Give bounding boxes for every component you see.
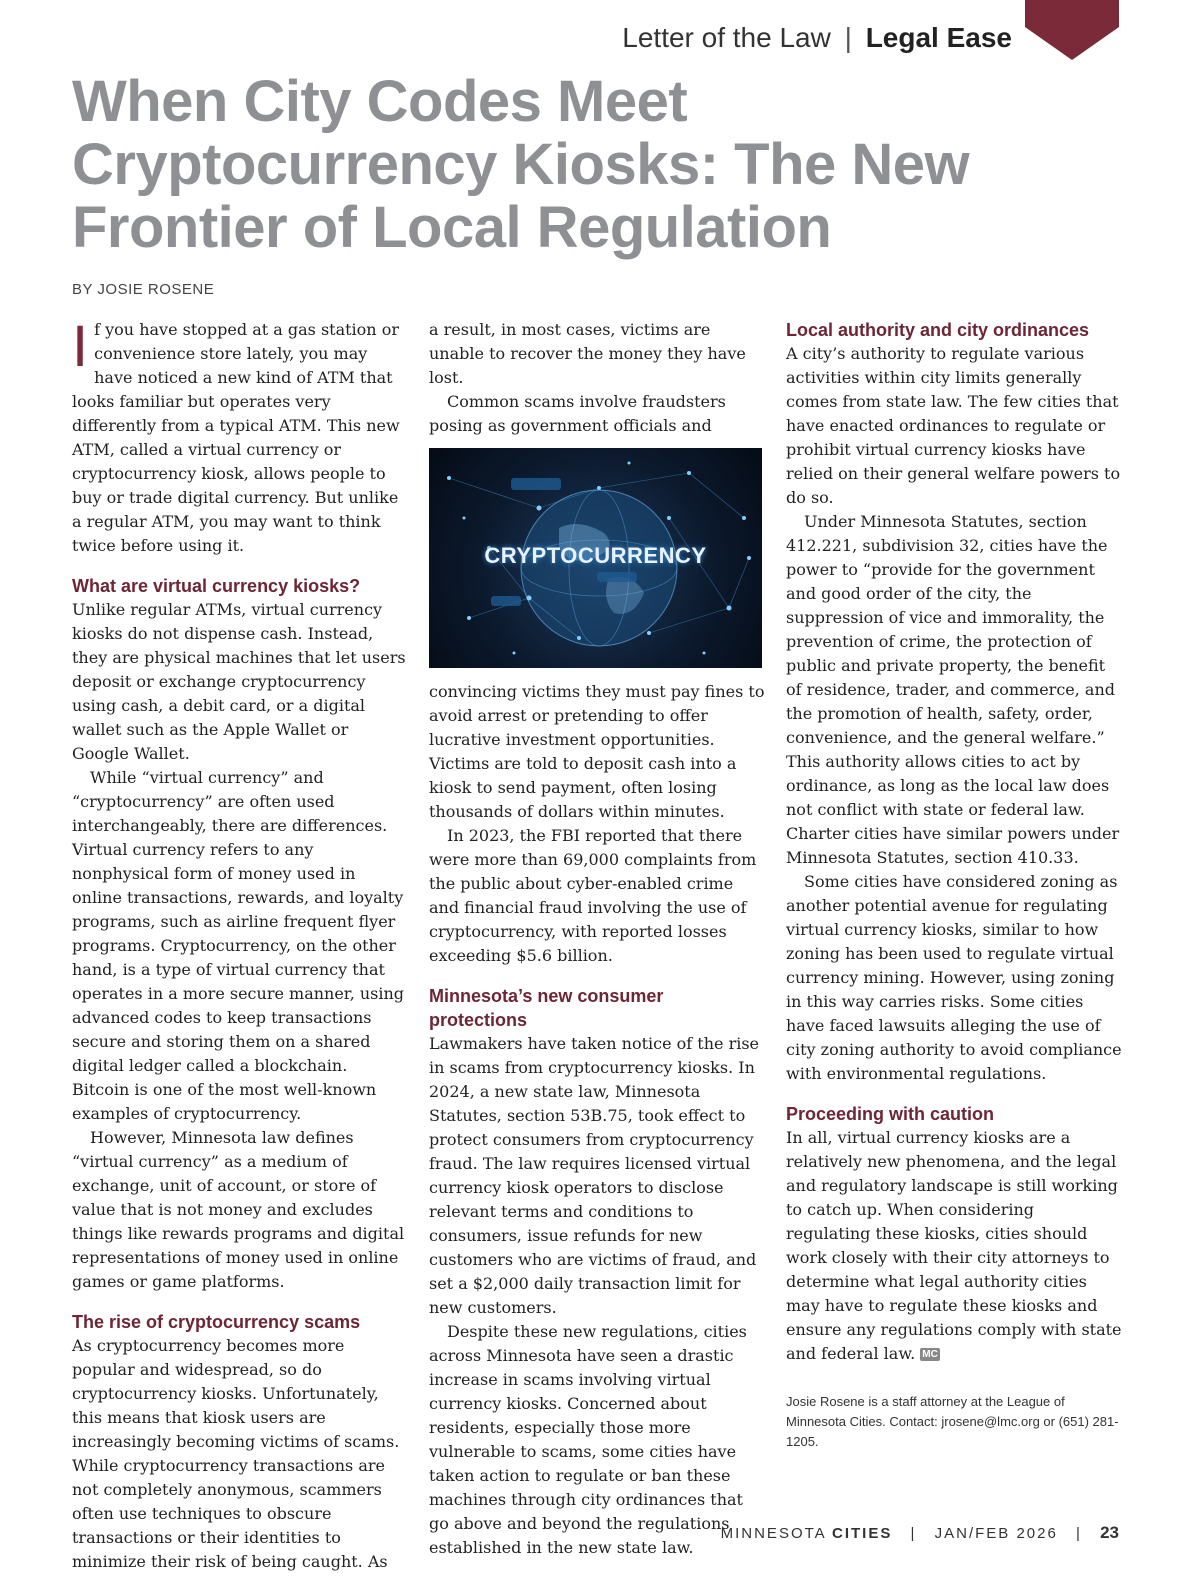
- paragraph-continued: convincing victims they must pay fines to avoid arrest or pretending to offer lucrative investment opportunities. Victims are told to deposit cash into a kiosk to send payment, often losing thousands of dollars within minutes.: [429, 682, 765, 821]
- byline: BY JOSIE ROSENE: [72, 281, 215, 298]
- section-heading-caution: Proceeding with caution: [786, 1104, 995, 1124]
- author-bio: Josie Rosene is a staff attorney at the League of Minnesota Cities. Contact: jrosene@lmc.org or (651) 281-1205.: [786, 1394, 1119, 1449]
- intro-text: f you have stopped at a gas station or convenience store lately, you may have noticed a new kind of ATM that looks familiar but operates very differently from a typical ATM. This new ATM, called a virtual currency or cryptocurrency kiosk, allows people to buy or trade digital currency. But unlike a regular ATM, you may want to think twice before using it.: [72, 320, 400, 555]
- column-1: [72, 314, 408, 1574]
- footer-separator: |: [910, 1525, 917, 1542]
- drop-cap: I: [72, 314, 89, 379]
- kicker-separator: |: [844, 22, 852, 53]
- paragraph: Lawmakers have taken notice of the rise in scams from cryptocurrency kiosks. In 2024, a new state law, Minnesota Statutes, section 53B.75, took effect to protect consumers from cryptocurrency fraud. The law requires licensed virtual currency kiosk operators to disclose relevant terms and conditions to consumers, issue refunds for new customers who are victims of fraud, and set a $2,000 daily transaction limit for new customers.: [429, 1034, 760, 1317]
- paragraph: [786, 1126, 1122, 1366]
- paragraph: While “virtual currency” and “cryptocurrency” are often used interchangeably, there are differences. Virtual currency refers to any nonphysical form of money used in online transactions, rewards, and loyalty programs, such as airline frequent flyer programs. Cryptocurrency, on the other hand, is a type of virtual currency that operates in a more secure manner, using advanced codes to keep transactions secure and storing them on a shared digital ledger called a blockchain. Bitcoin is one of the most well-known examples of cryptocurrency.: [72, 768, 405, 1123]
- paragraph: Unlike regular ATMs, virtual currency kiosks do not dispense cash. Instead, they are physical machines that let users deposit or exchange cryptocurrency using cash, a debit card, or a digital wallet such as the Apple Wallet or Google Wallet.: [72, 600, 406, 763]
- paragraph: A city’s authority to regulate various activities within city limits generally comes from state law. The few cities that have enacted ordinances to regulate or prohibit virtual currency kiosks have relied on their general welfare powers to do so.: [786, 344, 1121, 507]
- paragraph: Common scams involve fraudsters posing as government officials and: [429, 392, 726, 435]
- section-heading-scams: The rise of cryptocurrency scams: [72, 1312, 361, 1332]
- paragraph: However, Minnesota law defines “virtual currency” as a medium of exchange, unit of account, or store of value that is not money and excludes things like rewards programs and digital representations of money used in online games or game platforms.: [72, 1128, 405, 1291]
- publication-name-light: MINNESOTA: [720, 1525, 826, 1542]
- subsection-name: Legal Ease: [865, 22, 1012, 53]
- end-mark-icon: MC: [922, 1349, 938, 1360]
- column-3: [786, 318, 1122, 1452]
- paragraph: Some cities have considered zoning as another potential avenue for regulating virtual currency kiosks, similar to how zoning has been used to regulate virtual currency mining. However, using zoning in this way carries risks. Some cities have faced lawsuits alleging the use of city zoning authority to avoid compliance with environmental regulations.: [786, 872, 1122, 1083]
- issue-date: JAN/FEB 2026: [934, 1525, 1058, 1542]
- paragraph: Under Minnesota Statutes, section 412.221, subdivision 32, cities have the power to “provide for the government and good order of the city, the suppression of vice and immorality, the prevention of crime, the protection of public and private property, the benefit of residence, trader, and commerce, and the promotion of health, safety, order, convenience, and the general welfare.” This authority allows cities to act by ordinance, as long as the local law does not conflict with state or federal law. Charter cities have similar powers under Minnesota Statutes, section 410.33.: [786, 512, 1120, 867]
- cryptocurrency-caption: CRYPTOCURRENCY: [484, 543, 707, 568]
- publication-name-bold: CITIES: [832, 1525, 893, 1542]
- section-tab-decoration: [1025, 0, 1119, 60]
- section-kicker: [622, 22, 1012, 54]
- paragraph-continued: a result, in most cases, victims are unable to recover the money they have lost.: [429, 320, 746, 387]
- page-number: 23: [1100, 1523, 1119, 1542]
- section-name: Letter of the Law: [622, 22, 831, 53]
- cryptocurrency-photo: [429, 448, 762, 668]
- article-title: When City Codes Meet Cryptocurrency Kiosks: The New Frontier of Local Regulation: [72, 69, 970, 260]
- paragraph: In 2023, the FBI reported that there were more than 69,000 complaints from the public about cyber-enabled crime and financial fraud involving the use of cryptocurrency, with reported losses exceeding $5.6 billion.: [429, 826, 757, 965]
- section-heading-authority: Local authority and city ordinances: [786, 320, 1090, 340]
- section-heading-kiosks: What are virtual currency kiosks?: [72, 576, 361, 596]
- paragraph: Despite these new regulations, cities across Minnesota have seen a drastic increase in scams involving virtual currency kiosks. Concerned about residents, especially those more vulnerable to scams, some cities have taken action to regulate or ban these machines through city ordinances that go above and beyond the regulations established in the new state law.: [429, 1322, 747, 1557]
- section-heading-protections: Minnesota’s new consumer protections: [429, 986, 664, 1030]
- paragraph: As cryptocurrency becomes more popular and widespread, so do cryptocurrency kiosks. Unfortunately, this means that kiosk users are increasingly becoming victims of scams. While cryptocurrency transactions are not completely anonymous, scammers often use techniques to obscure transactions or their identities to minimize their risk of being caught. As: [72, 1336, 400, 1571]
- closing-text: In all, virtual currency kiosks are a relatively new phenomena, and the legal and regulatory landscape is still working to catch up. When considering regulating these kiosks, cities should work closely with their city attorneys to determine what legal authority cities may have to regulate these kiosks and ensure any regulations comply with state and federal law.: [786, 1128, 1122, 1363]
- column-2: [429, 318, 765, 1560]
- page-footer: [721, 1523, 1119, 1543]
- footer-separator: |: [1076, 1525, 1082, 1542]
- intro-paragraph: [72, 314, 408, 558]
